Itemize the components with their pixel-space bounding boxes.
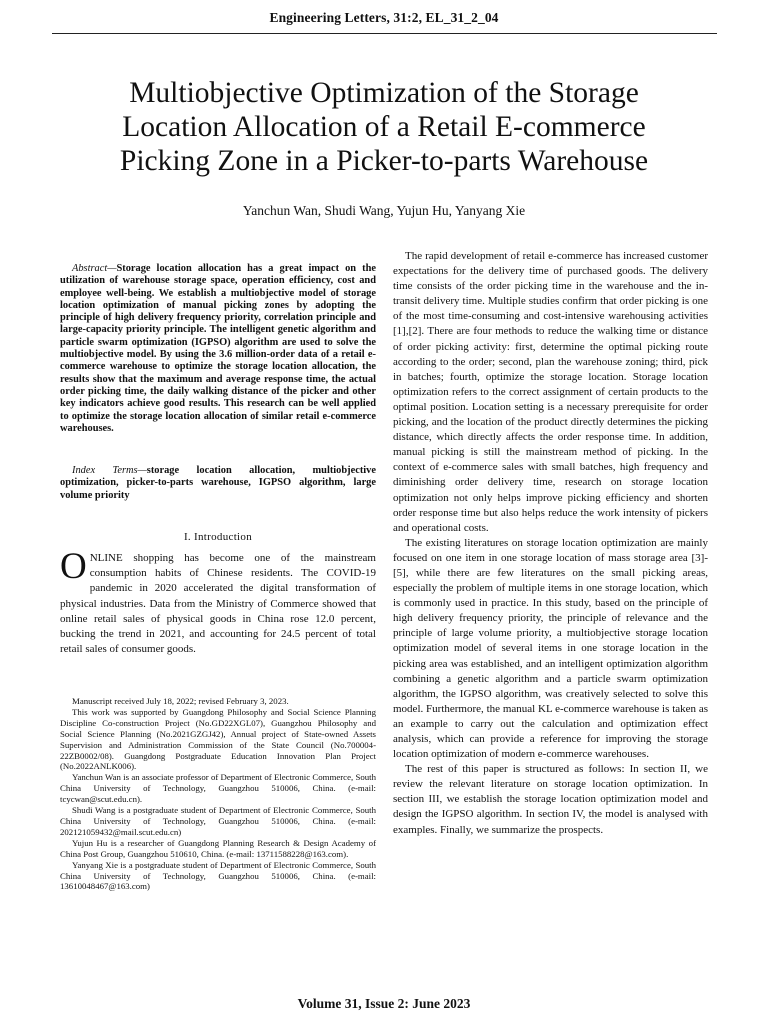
body-paragraph: The existing literatures on storage location optimization are mainly focused on one item in one storage location of mass storage area [3]-[5], while there are few literatures on the small picking areas, especially the problem of multiple items in one storage location, which is commonly used in practice. In this study, based on the principle of high delivery frequency priority, the principle of relevance and the principle of large volume priority, a multiobjective storage location optimization model of several items in one storage location in the picking area was established, and an intelligent optimization algorithm combining a genetic algorithm and a particle swarm optimization algorithm, the IGPSO algorithm, was creatively selected to solve this model. Furthermore, the manual KL e-commerce warehouse is taken as an example to carry out the calculation and optimization effect analysis, which can provide a reference for improving the storage location optimization of modern e-commerce warehouses. <box>393 536 708 761</box>
footnote: This work was supported by Guangdong Philosophy and Social Science Planning Discipline Co-construction Project (No.GD22XGL07), Guangzhou Philosophy and Social Science Planning (No.2021GZGJ42), Annual project of State-owned Assets Supervision and Administration Commission of the State Council (No.700004-22ZB0002/08). Guangdong Postgraduate Education Innovation Plan Project (No.2022ANLK006). <box>60 706 376 772</box>
journal-header: Engineering Letters, 31:2, EL_31_2_04 <box>269 10 499 25</box>
abstract-label: Abstract— <box>72 263 117 274</box>
paper-title <box>60 76 708 178</box>
footnotes <box>60 696 376 892</box>
footnote: Shudi Wang is a postgraduate student of Department of Electronic Commerce, South China University of Technology, Guangzhou 510006, China. (e-mail: 202121059432@mail.scut.edu.cn) <box>60 805 376 837</box>
abstract <box>60 263 376 435</box>
right-column-body <box>393 249 708 838</box>
introduction-text: NLINE shopping has become one of the mainstream consumption habits of Chinese residents. The COVID-19 pandemic in 2020 accelerated the digital transformation of physical industries. Data from the Ministry of Commerce showed that online retail sales of physical goods in China rose 12.0 percent, bucking the trend in 2021, and accounting for 24.5 percent of total retail sales of consumer goods. <box>60 552 376 656</box>
footnote: Yanyang Xie is a postgraduate student of Department of Electronic Commerce, South China University of Technology, Guangzhou 510006, China. (e-mail: 13610048467@163.com) <box>60 859 376 892</box>
abstract-text: Storage location allocation has a great impact on the utilization of warehouse storage space, operation efficiency, cost and employee well-being. We establish a multiobjective model of storage location optimization of manual picking zones by adopting the principle of high delivery frequency priority, correlation principle and large-capacity priority principle. The intelligent genetic algorithm and particle swarm optimization (IGPSO) algorithm are used to solve the multiobjective model. By using the 3.6 million-order data of a retail e-commerce warehouse to optimize the storage location allocation, the results show that the maximum and average response time, the actual order picking time, the daily walking distance of the picker and other key indicators achieve good results. This research can be well applied to optimize the storage location allocation of similar retail e-commerce warehouses. <box>60 263 376 434</box>
volume-footer: Volume 31, Issue 2: June 2023 <box>297 996 471 1011</box>
section-heading-introduction: I. Introduction <box>183 531 253 543</box>
title-line: Picking Zone in a Picker-to-parts Warehouse <box>119 145 649 177</box>
body-paragraph: The rapid development of retail e-commerce has increased customer expectations for the delivery time of purchased goods. The delivery time consists of the order picking time in the warehouse and the in-transit delivery time. Multiple studies confirm that order picking is one of the most time-consuming and cost-intensive warehousing activities [1],[2]. There are four methods to reduce the walking time or distance of order picking activity: first, determine the optimal picking route according to the order; second, plan the warehouse zoning; third, pick in batches; fourth, optimize the storage location. Storage location optimization refers to the correct assignment of certain products to the optimal position. Location setting is a necessary prerequisite for order picking, and the location of the product directly determines the picking distance, which directly affects the order response time. In addition, manual picking is still the mainstream method of picking. In the context of e-commerce sales with small batches, high frequency and diminishing order delivery time, research on storage location optimization not only helps improve picking efficiency and shorten order response time but also helps reduce the work intensity of pickers and operational costs. <box>393 250 708 534</box>
footnote: Yanchun Wan is an associate professor of Department of Electronic Commerce, South China University of Technology, Guangzhou 510006, China. (e-mail: tcycwan@scut.edu.cn). <box>60 772 376 805</box>
title-line: Multiobjective Optimization of the Storage <box>129 77 639 109</box>
drop-cap: O <box>60 546 87 587</box>
index-terms <box>60 465 376 502</box>
body-paragraph: The rest of this paper is structured as follows: In section II, we review the relevant literature on storage location optimization. In section III, we establish the storage location optimization model and design the IGPSO algorithm. In section IV, the model is analysed with examples. Finally, we summarize the prospects. <box>393 763 708 836</box>
header-divider <box>52 33 717 34</box>
index-terms-text: storage location allocation, multiobjective optimization, picker-to-parts warehouse, IGPSO algorithm, large volume priority <box>60 465 376 501</box>
title-line: Location Allocation of a Retail E-commerce <box>122 111 646 143</box>
footnote: Yujun Hu is a researcher of Guangdong Planning Research & Design Academy of China Post Group, Guangzhou 510610, China. (e-mail: 13711588228@163.com). <box>60 837 376 859</box>
author-list: Yanchun Wan, Shudi Wang, Yujun Hu, Yanyang Xie <box>242 203 526 218</box>
index-terms-label: Index Terms— <box>72 465 147 476</box>
footnote: Manuscript received July 18, 2022; revised February 3, 2023. <box>72 696 289 706</box>
introduction-body <box>60 546 376 657</box>
